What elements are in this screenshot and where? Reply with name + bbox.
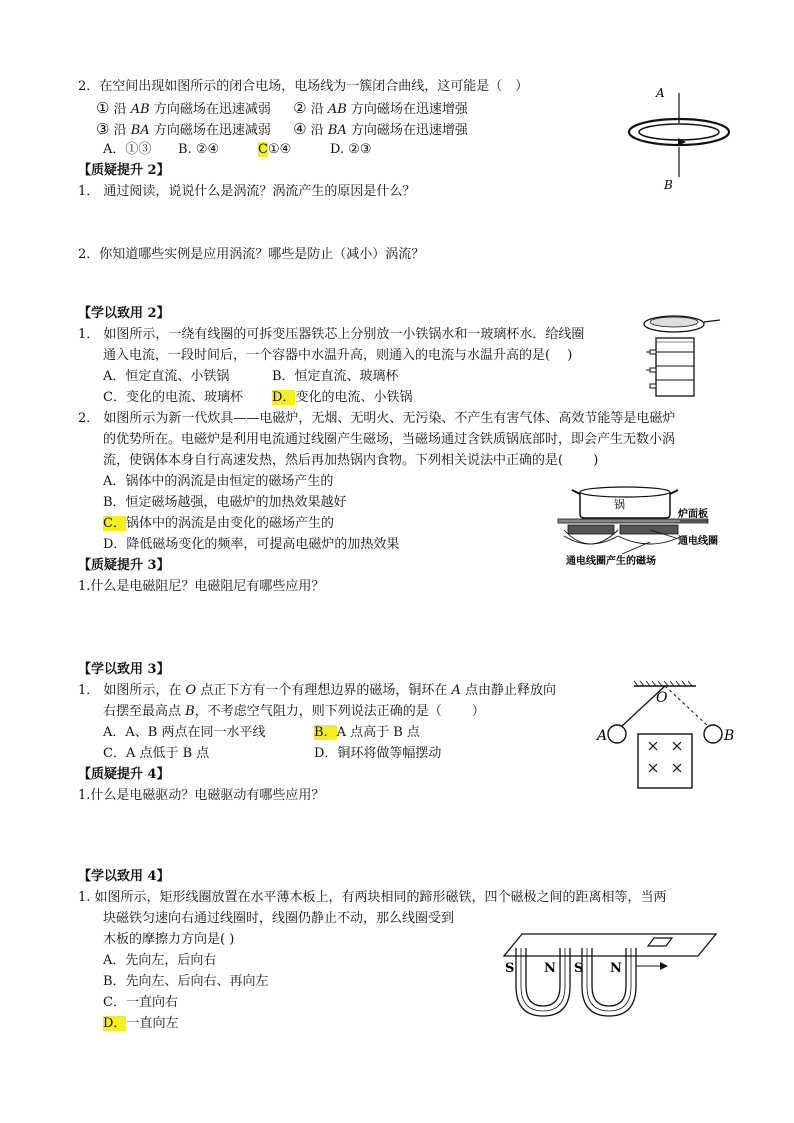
q2-fig-label-b: B <box>664 178 673 192</box>
q2-choice-b: B. ②④ <box>178 142 220 157</box>
xyzy3-q1-d: D．铜环将做等幅摆动 <box>314 746 442 761</box>
fig-s1-label: S <box>505 961 515 976</box>
xyzy3-heading: 【学以致用 3】 <box>78 662 170 677</box>
fig-o-label: O <box>656 690 668 706</box>
xyzy2-q2-a: A．锅体中的涡流是由恒定的磁场产生的 <box>103 474 334 489</box>
xyzy2-q1-d: D．变化的电流、小铁锅 <box>272 390 413 405</box>
xyzy4-q1-line1: 1. 如图所示，矩形线圈放置在水平薄木板上，有两块相同的蹄形磁铁，四个磁极之间的距离相等，当两 <box>78 890 667 905</box>
fig-n1-label: N <box>544 961 556 976</box>
q2-choice-a: A．①③ <box>103 142 152 157</box>
xyzy2-q2-b: B．恒定磁场越强，电磁炉的加热效果越好 <box>103 495 347 510</box>
xyzy2-q2-line3: 流，使锅体本身自行高速发热，然后再加热锅内食物。下列相关说法中正确的是( ) <box>103 453 599 468</box>
q2-stem: 2．在空间出现如图所示的闭合电场，电场线为一簇闭合曲线，这可能是（ ） <box>78 79 529 94</box>
xyzy4-q1-d: D．一直向左 <box>103 1016 179 1031</box>
q2-fig-label-a: A <box>656 86 665 100</box>
xyzy2-cooker-figure <box>550 478 730 573</box>
fig-b-label: B <box>724 728 735 744</box>
fig-pot-label: 锅 <box>614 498 625 511</box>
xyzy4-heading: 【学以致用 4】 <box>78 869 170 884</box>
xyzy4-q1-line3: 木板的摩擦力方向是( ) <box>103 932 235 947</box>
fig-coil-label: 通电线圈 <box>678 536 718 547</box>
xyzy4-q1-b: B．先向左、后向右、再向左 <box>103 974 269 989</box>
zyts4-q1: 1.什么是电磁驱动？电磁驱动有哪些应用？ <box>78 788 325 803</box>
q2-choice-d: D. ②③ <box>330 142 372 157</box>
zyts2-q1: 1． 通过阅读，说说什么是涡流？涡流产生的原因是什么？ <box>78 184 416 199</box>
xyzy3-q1-line2: 右摆至最高点 B，不考虑空气阻力，则下列说法正确的是（ ） <box>103 704 485 719</box>
xyzy2-q1-a: A．恒定直流、小铁锅 <box>103 369 230 384</box>
xyzy3-pendulum-figure <box>594 680 734 800</box>
xyzy2-q1-line2: 通入电流，一段时间后，一个容器中水温升高，则通入的电流与水温升高的是( ) <box>103 348 573 363</box>
xyzy4-q1-line2: 块磁铁匀速向右通过线圈时，线圈仍静止不动，那么线圈受到 <box>103 911 455 926</box>
q2-options-row2: ③ 沿 BA 方向磁场在迅速减弱 ④ 沿 BA 方向磁场在迅速增强 <box>96 120 468 138</box>
xyzy4-q1-c: C．一直向右 <box>103 995 178 1010</box>
xyzy2-q2-line2: 的优势所在。电磁炉是利用电流通过线圈产生磁场，当磁场通过含铁质锅底部时，即会产生无数小涡 <box>103 432 676 447</box>
zyts3-q1: 1.什么是电磁阻尼？电磁阻尼有哪些应用？ <box>78 579 325 594</box>
xyzy3-q1-line1: 1． 如图所示，在 O 点正下方有一个有理想边界的磁场，铜环在 A 点由静止释放向 <box>78 683 557 698</box>
zyts2-heading: 【质疑提升 2】 <box>78 163 170 178</box>
fig-s2-label: S <box>574 961 584 976</box>
xyzy3-q1-a: A．A、B 两点在同一水平线 <box>103 725 266 740</box>
zyts4-heading: 【质疑提升 4】 <box>78 767 170 782</box>
q2-options-row1: ① 沿 AB 方向磁场在迅速减弱 ② 沿 AB 方向磁场在迅速增强 <box>96 99 468 117</box>
xyzy4-magnets-figure <box>496 922 726 1022</box>
xyzy2-transformer-figure <box>634 308 724 400</box>
zyts3-heading: 【质疑提升 3】 <box>78 558 170 573</box>
fig-panel-label: 炉面板 <box>678 509 708 520</box>
q2-choice-c: C①④ <box>258 142 292 157</box>
fig-field-label: 通电线圈产生的磁场 <box>566 556 656 567</box>
fig-n2-label: N <box>610 961 622 976</box>
xyzy2-q2-d: D．降低磁场变化的频率，可提高电磁炉的加热效果 <box>103 537 400 552</box>
xyzy3-q1-b: B．A 点高于 B 点 <box>314 725 420 740</box>
xyzy2-q1-line1: 1． 如图所示，一绕有线圈的可拆变压器铁芯上分别放一小铁锅水和一玻璃杯水．给线圈 <box>78 327 585 342</box>
fig-a-label: A <box>597 728 608 744</box>
xyzy2-q1-b: B．恒定直流、玻璃杯 <box>272 369 399 384</box>
xyzy2-heading: 【学以致用 2】 <box>78 306 170 321</box>
xyzy2-q2-c: C．锅体中的涡流是由变化的磁场产生的 <box>103 516 334 531</box>
xyzy2-q1-c: C．变化的电流、玻璃杯 <box>103 390 243 405</box>
xyzy3-q1-c: C．A 点低于 B 点 <box>103 746 210 761</box>
q2-ring-figure <box>622 85 742 195</box>
zyts2-q2: 2．你知道哪些实例是应用涡流？哪些是防止（减小）涡流？ <box>78 247 425 262</box>
xyzy2-q2-line1: 2． 如图所示为新一代炊具——电磁炉，无烟、无明火、无污染、不产生有害气体、高效节能等是电磁炉 <box>78 411 676 426</box>
xyzy4-q1-a: A．先向左，后向右 <box>103 953 217 968</box>
